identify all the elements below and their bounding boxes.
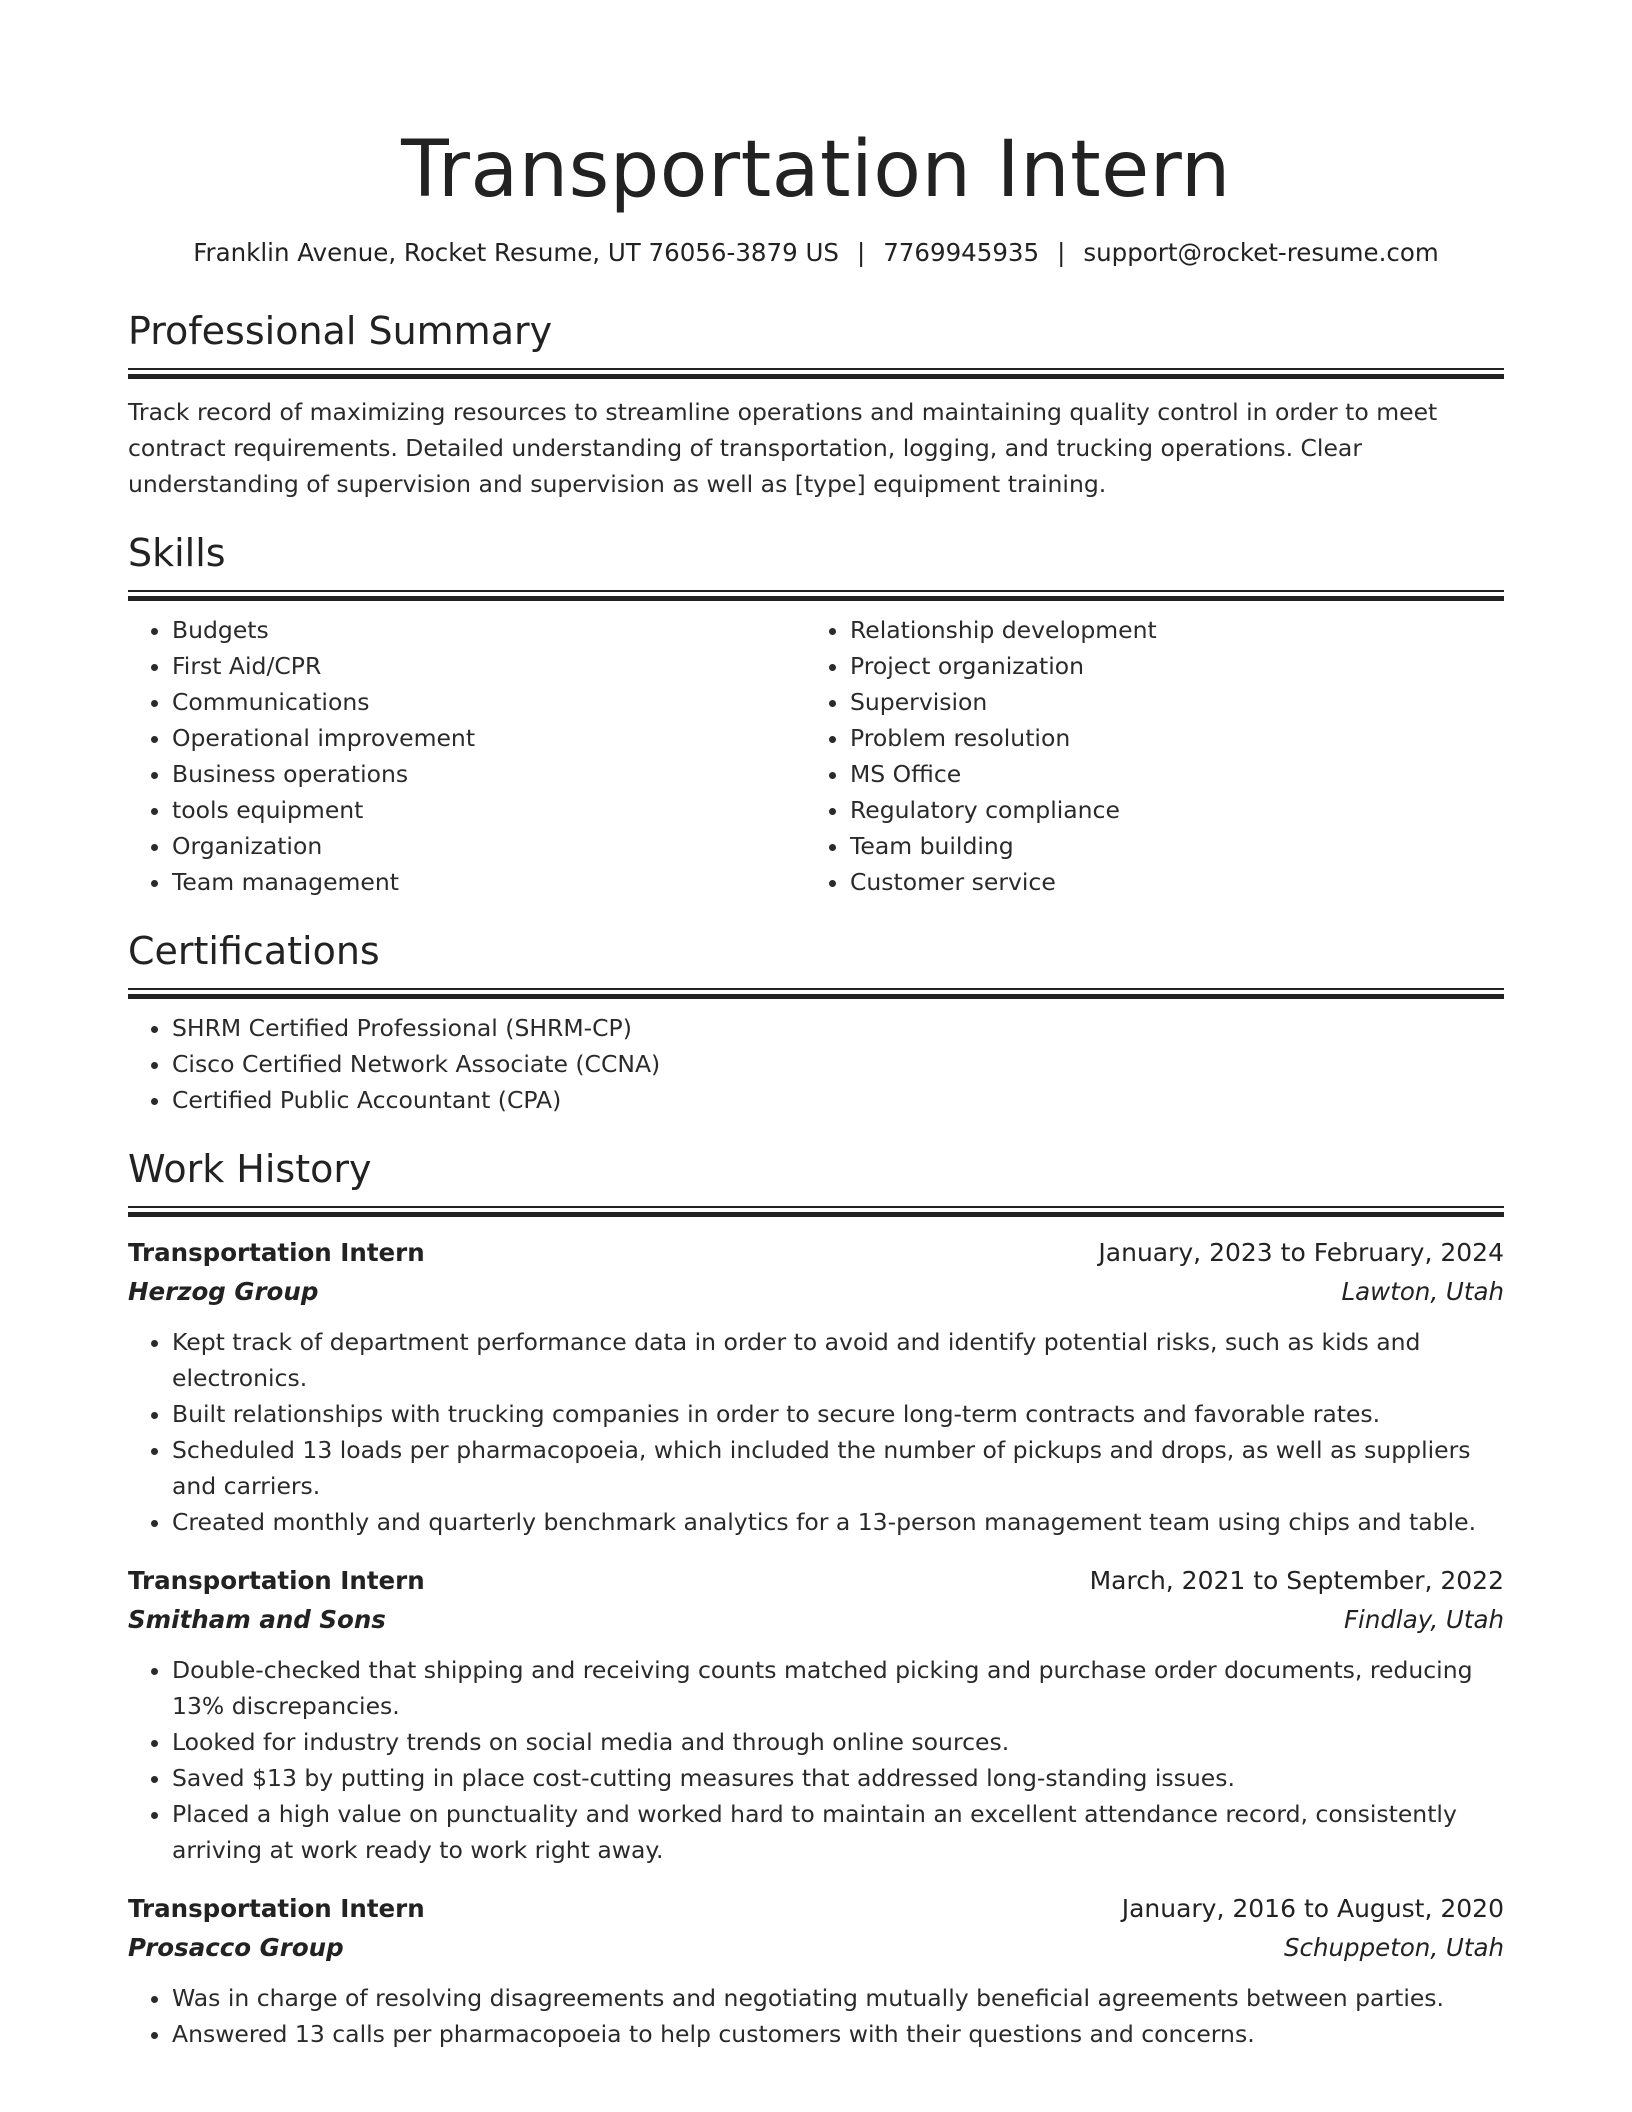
section-divider: [128, 590, 1504, 600]
summary-text: Track record of maximizing resources to streamline operations and maintaining quality control in order to meet contract requirements. Detailed understanding of transportation, logging, and trucking operations. Clear understanding of supervision and supervision as well as [type] equipment training.: [128, 398, 1438, 498]
skill-item: • Customer service: [850, 864, 1484, 900]
skill-item: • Problem resolution: [850, 720, 1484, 756]
job-company-row: [128, 1272, 1504, 1312]
contact-line: [128, 236, 1504, 270]
summary-section: [128, 306, 1504, 502]
contact-separator: |: [856, 238, 866, 267]
skill-item: • Communications: [172, 684, 806, 720]
contact-email: support@rocket-resume.com: [1083, 238, 1439, 267]
skill-item: • tools equipment: [172, 792, 806, 828]
job-bullets: [128, 1324, 1504, 1540]
job-dates: March, 2021 to September, 2022: [1089, 1566, 1504, 1595]
job-bullets: [128, 1652, 1504, 1868]
certification-item: • Cisco Certified Network Associate (CCNA): [172, 1046, 1504, 1082]
skill-item: • First Aid/CPR: [172, 648, 806, 684]
skills-heading: Skills: [128, 531, 226, 575]
skill-item: • Supervision: [850, 684, 1484, 720]
skills-columns: [128, 612, 1504, 900]
job-location: Lawton, Utah: [1341, 1277, 1504, 1306]
skill-item: • Operational improvement: [172, 720, 806, 756]
work-history-section: [128, 1144, 1504, 2052]
section-divider: [128, 368, 1504, 378]
job-location: Findlay, Utah: [1343, 1605, 1504, 1634]
skills-section: [128, 528, 1504, 900]
job-bullet: • Built relationships with trucking companies in order to secure long-term contracts and favorable rates.: [172, 1396, 1504, 1432]
certifications-heading: Certifications: [128, 929, 380, 973]
skill-item: • Regulatory compliance: [850, 792, 1484, 828]
job-dates: January, 2023 to February, 2024: [1098, 1238, 1504, 1267]
skill-item: • Organization: [172, 828, 806, 864]
job-header-row: [128, 1890, 1504, 1928]
job-header-row: [128, 1234, 1504, 1272]
job-bullet: • Answered 13 calls per pharmacopoeia to help customers with their questions and concerns.: [172, 2016, 1504, 2052]
contact-separator: |: [1057, 238, 1066, 267]
skill-item: • Team management: [172, 864, 806, 900]
skill-item: • Budgets: [172, 612, 806, 648]
job-company: Prosacco Group: [128, 1933, 344, 1962]
job-bullet: • Looked for industry trends on social media and through online sources.: [172, 1724, 1504, 1760]
job-entry: [128, 1234, 1504, 1540]
skills-list-right: [806, 612, 1484, 900]
job-bullet: • Saved $13 by putting in place cost-cutting measures that addressed long-standing issues.: [172, 1760, 1504, 1796]
contact-address: Franklin Avenue, Rocket Resume, UT 76056-3879 US: [193, 238, 839, 267]
job-company: Smitham and Sons: [128, 1605, 386, 1634]
job-bullet: • Kept track of department performance data in order to avoid and identify potential risks, such as kids and electronics.: [172, 1324, 1504, 1396]
job-title: Transportation Intern: [128, 1566, 425, 1595]
section-divider: [128, 988, 1504, 998]
skill-item: • Business operations: [172, 756, 806, 792]
job-title: Transportation Intern: [128, 1238, 425, 1267]
job-bullet: • Was in charge of resolving disagreements and negotiating mutually beneficial agreements between parties.: [172, 1980, 1504, 2016]
certification-item: • Certified Public Accountant (CPA): [172, 1082, 1504, 1118]
job-bullet: • Double-checked that shipping and receiving counts matched picking and purchase order documents, reducing 13% discrepancies.: [172, 1652, 1504, 1724]
contact-phone: 7769945935: [883, 238, 1040, 267]
resume-content: [128, 120, 1504, 2052]
resume-title: Transportation Intern: [401, 125, 1231, 215]
skill-item: • Relationship development: [850, 612, 1484, 648]
skill-item: • Team building: [850, 828, 1484, 864]
job-entry: [128, 1890, 1504, 2052]
work-history-heading: Work History: [128, 1147, 372, 1191]
skill-item: • MS Office: [850, 756, 1484, 792]
job-company: Herzog Group: [128, 1277, 319, 1306]
certification-item: • SHRM Certified Professional (SHRM-CP): [172, 1010, 1504, 1046]
job-company-row: [128, 1600, 1504, 1640]
job-company-row: [128, 1928, 1504, 1968]
certifications-list: [128, 1010, 1504, 1118]
summary-heading: Professional Summary: [128, 309, 553, 353]
job-header-row: [128, 1562, 1504, 1600]
job-title: Transportation Intern: [128, 1894, 425, 1923]
job-bullets: [128, 1980, 1504, 2052]
job-location: Schuppeton, Utah: [1283, 1933, 1504, 1962]
job-dates: January, 2016 to August, 2020: [1121, 1894, 1504, 1923]
skill-item: • Project organization: [850, 648, 1484, 684]
job-bullet: • Placed a high value on punctuality and worked hard to maintain an excellent attendance record, consistently arriving at work ready to work right away.: [172, 1796, 1504, 1868]
job-entry: [128, 1562, 1504, 1868]
skills-list-left: [128, 612, 806, 900]
job-bullet: • Created monthly and quarterly benchmark analytics for a 13-person management team using chips and table.: [172, 1504, 1504, 1540]
section-divider: [128, 1206, 1504, 1216]
certifications-section: [128, 926, 1504, 1118]
job-bullet: • Scheduled 13 loads per pharmacopoeia, which included the number of pickups and drops, as well as suppliers and carriers.: [172, 1432, 1504, 1504]
